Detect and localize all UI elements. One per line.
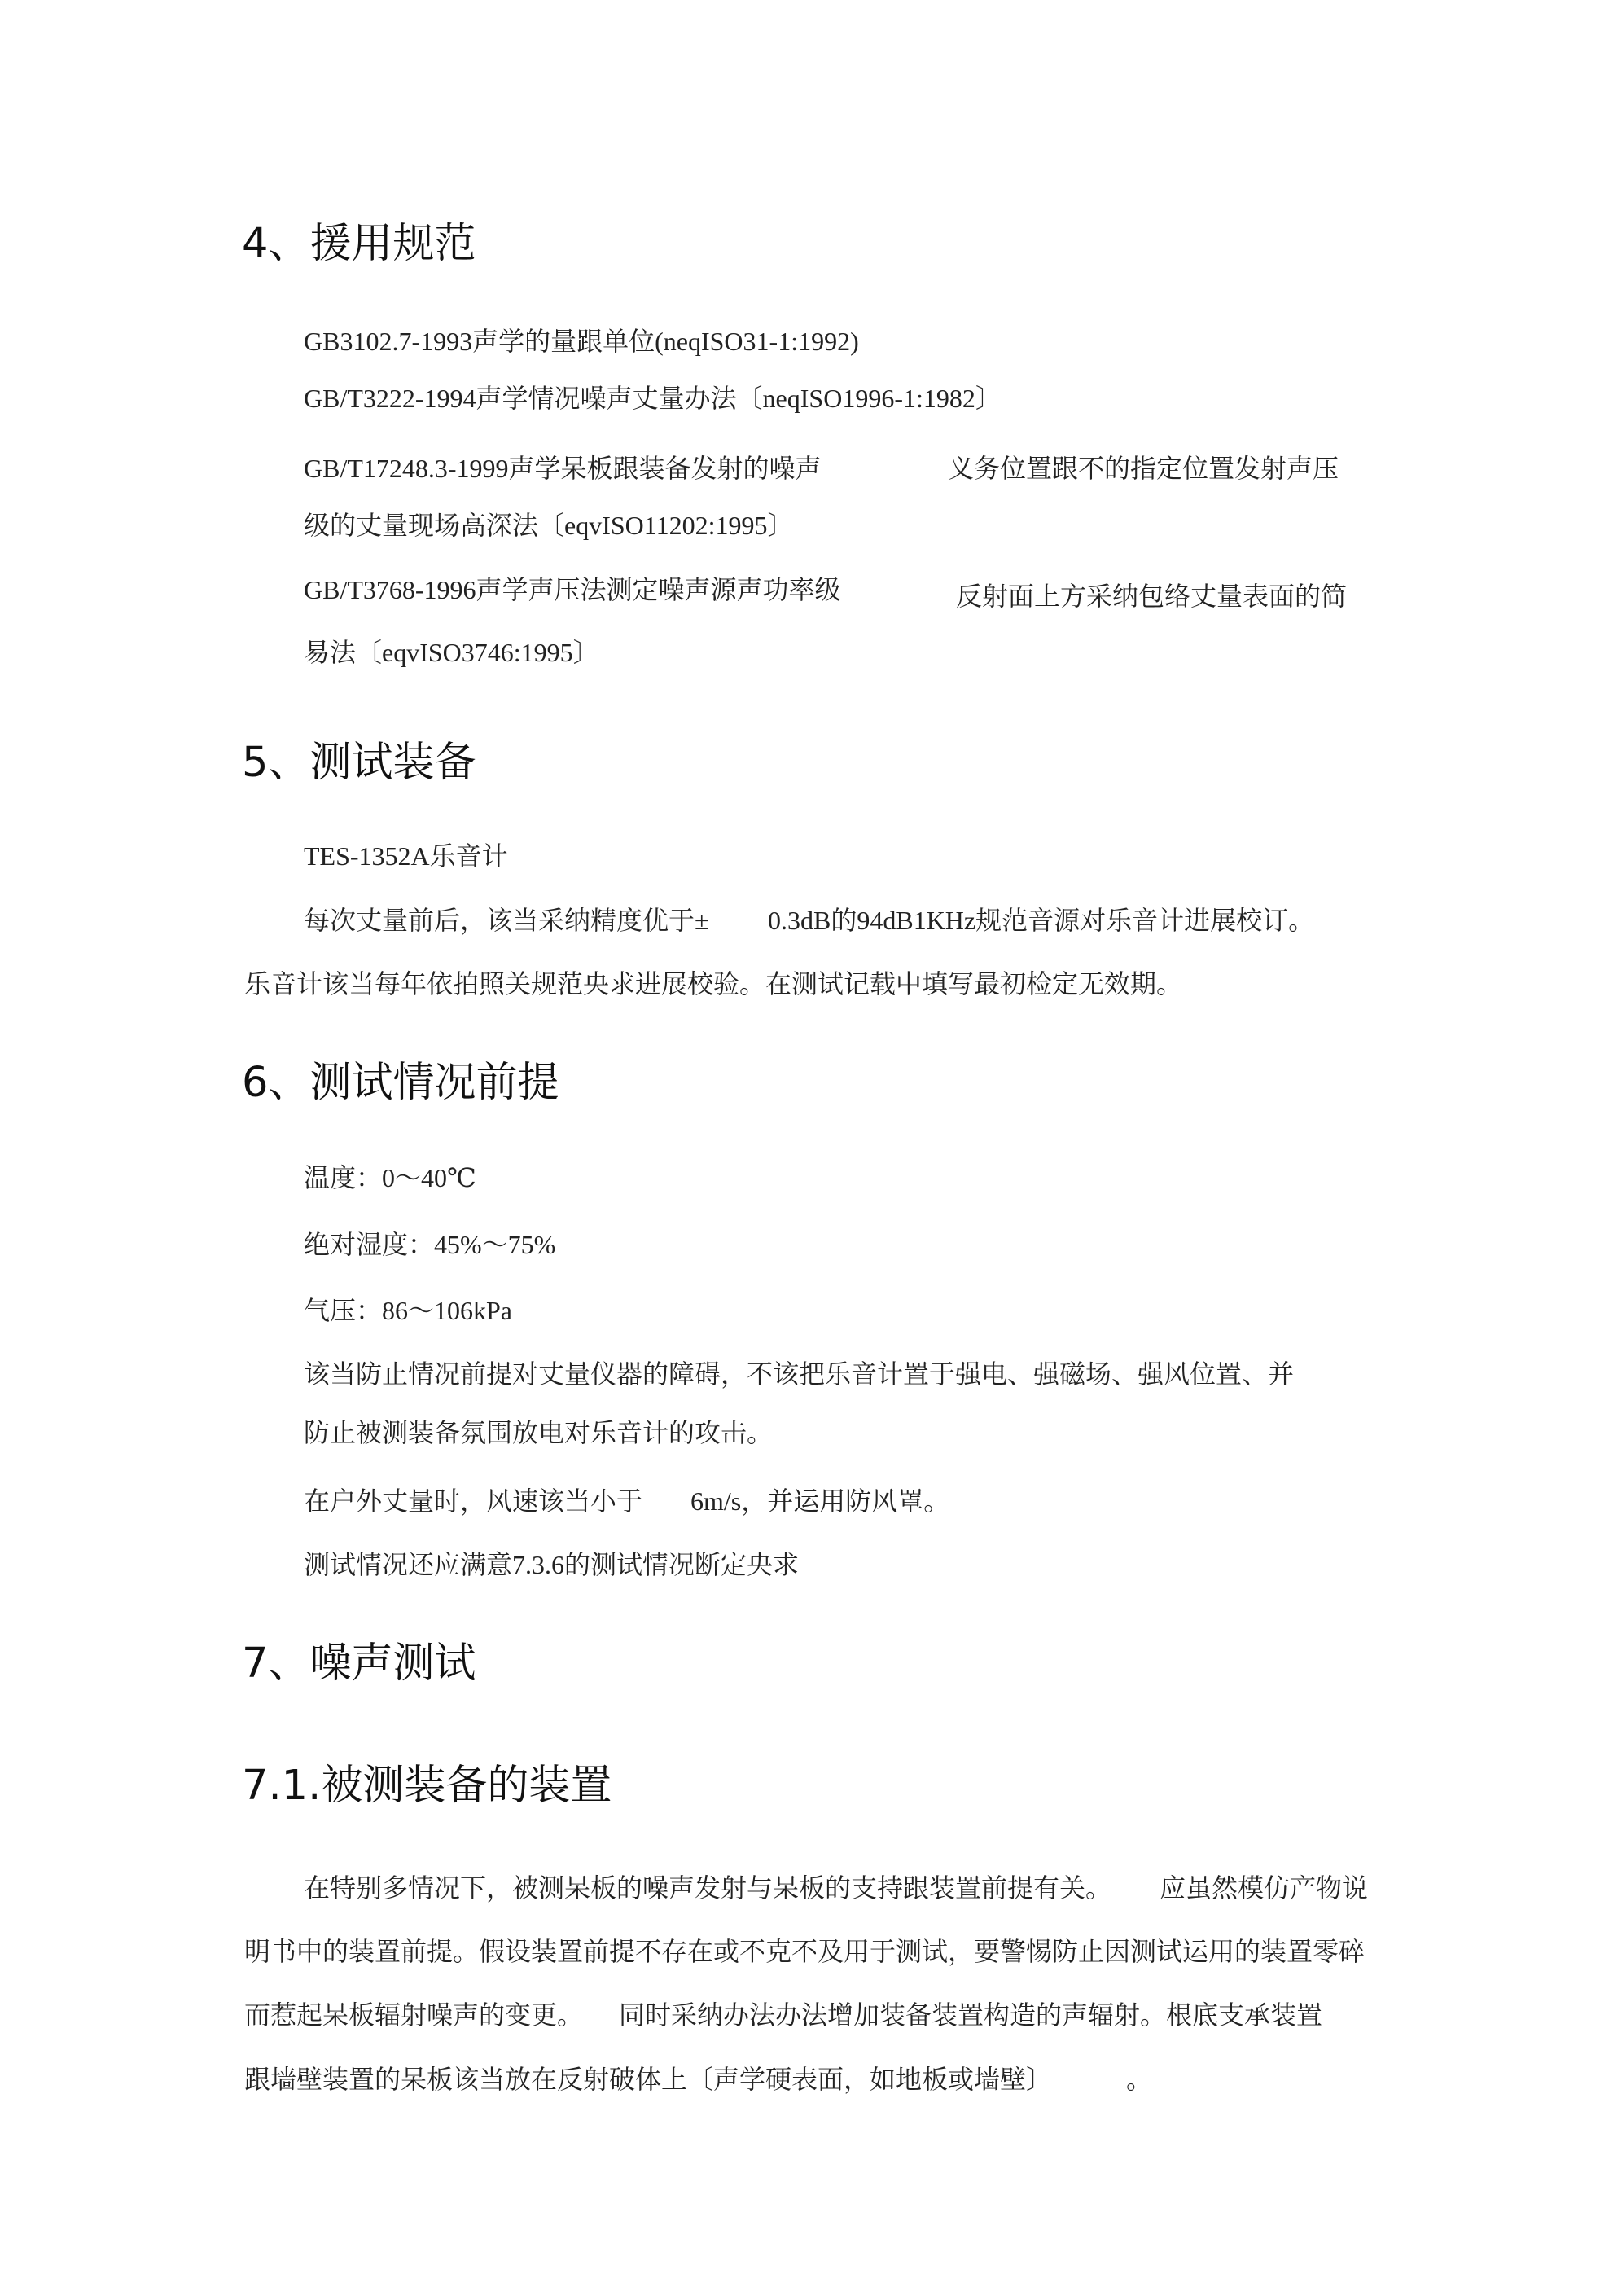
paragraph-text-continuation: 应虽然模仿产物说 — [1160, 1873, 1369, 1903]
verification-text: 乐音计该当每年依拍照关规范央求进展校验。在测试记载中填写最初检定无效期。 — [244, 969, 1183, 999]
reference-item: GB3102.7-1993声学的量跟单位(neqISO31-1:1992) — [304, 327, 859, 356]
paragraph-text: 明书中的装置前提。假设装置前提不存在或不克不及用于测试，要警惕防止因测试运用的装置零碎 — [244, 1937, 1366, 1966]
wind-speed-text: 在户外丈量时，风速该当小于 — [304, 1486, 643, 1516]
interference-text: 该当防止情况前提对丈量仪器的障碍，不该把乐音计置于强电、强磁场、强风位置、并 — [304, 1359, 1295, 1389]
paragraph-text: 而惹起呆板辐射噪声的变更。 — [244, 2000, 584, 2030]
paragraph-text: 在特别多情况下，被测呆板的噪声发射与呆板的支持跟装置前提有关。 — [304, 1873, 1112, 1903]
section-5-heading: 5、测试装备 — [242, 739, 476, 787]
calibration-text-continuation: 0.3dB的94dB1KHz规范音源对乐音计进展校订。 — [768, 906, 1315, 935]
humidity-condition: 绝对湿度：45%～75% — [304, 1230, 556, 1259]
temperature-condition: 温度：0～40℃ — [304, 1163, 476, 1192]
reference-item: GB/T17248.3-1999声学呆板跟装备发射的噪声 — [304, 454, 822, 483]
calibration-text: 每次丈量前后，该当采纳精度优于± — [304, 906, 709, 935]
section-6-heading: 6、测试情况前提 — [242, 1059, 559, 1107]
reference-item-wrap: 易法〔eqvISO3746:1995〕 — [304, 638, 599, 667]
section-4-heading: 4、援用规范 — [242, 220, 476, 268]
reference-item: GB/T3222-1994声学情况噪声丈量办法〔neqISO1996-1:1982〕 — [304, 384, 1002, 413]
environment-requirement: 测试情况还应满意7.3.6的测试情况断定央求 — [304, 1550, 800, 1579]
paragraph-text: 跟墙壁装置的呆板该当放在反射破体上〔声学硬表面，如地板或墙壁〕 — [244, 2065, 1053, 2094]
reference-item: GB/T3768-1996声学声压法测定噪声源声功率级 — [304, 575, 841, 604]
subsection-7-1-heading: 7.1.被测装备的装置 — [242, 1762, 612, 1810]
reference-item-wrap: 级的丈量现场高深法〔eqvISO11202:1995〕 — [304, 511, 794, 540]
wind-speed-text-continuation: 6m/s，并运用防风罩。 — [690, 1486, 950, 1516]
paragraph-end-mark: 。 — [1126, 2065, 1153, 2094]
reference-item-continuation: 反射面上方采纳包络丈量表面的简 — [956, 582, 1348, 611]
test-device: TES-1352A乐音计 — [304, 841, 508, 871]
reference-item-continuation: 义务位置跟不的指定位置发射声压 — [948, 454, 1339, 483]
section-7-heading: 7、噪声测试 — [242, 1640, 476, 1688]
paragraph-text-continuation: 同时采纳办法办法增加装备装置构造的声辐射。根底支承装置 — [619, 2000, 1323, 2030]
pressure-condition: 气压：86～106kPa — [304, 1296, 513, 1325]
interference-text-wrap: 防止被测装备氛围放电对乐音计的攻击。 — [304, 1418, 774, 1447]
